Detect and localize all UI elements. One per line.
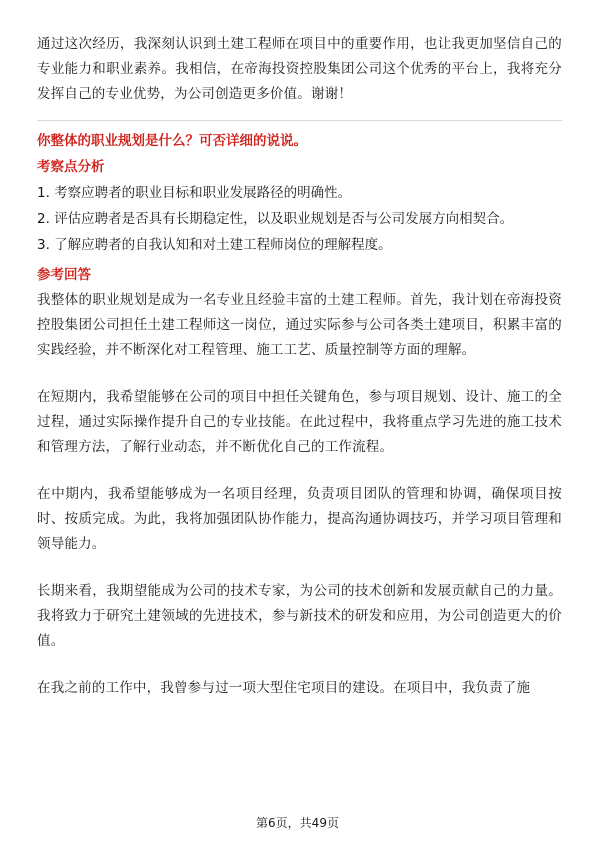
- intro-paragraph: 通过这次经历，我深刻认识到土建工程师在项目中的重要作用，也让我更加坚信自己的专业能力和职业素养。我相信，在帝海投资控股集团公司这个优秀的平台上，我将充分发挥自己的专业优势，为公司创造更多价值。谢谢！: [37, 36, 562, 102]
- answer-paragraph: 我整体的职业规划是成为一名专业且经验丰富的土建工程师。首先，我计划在帝海投资控股集团公司担任土建工程师这一岗位，通过实际参与公司各类土建项目，积累丰富的实践经验，并不断深化对工程管理、施工工艺、质量控制等方面的理解。: [37, 292, 562, 358]
- section-divider: [37, 120, 562, 121]
- answer-paragraph: 在我之前的工作中，我曾参与过一项大型住宅项目的建设。在项目中，我负责了施: [37, 680, 531, 696]
- analysis-point: 3. 了解应聘者的自我认知和对土建工程师岗位的理解程度。: [37, 237, 392, 253]
- interview-question: 你整体的职业规划是什么？可否详细的说说。: [37, 133, 307, 149]
- analysis-point: 2. 评估应聘者是否具有长期稳定性，以及职业规划是否与公司发展方向相契合。: [37, 211, 514, 227]
- analysis-point: 1. 考察应聘者的职业目标和职业发展路径的明确性。: [37, 185, 352, 201]
- answer-paragraph: 长期来看，我期望能成为公司的技术专家，为公司的技术创新和发展贡献自己的力量。我将致力于研究土建领域的先进技术，参与新技术的研发和应用，为公司创造更大的价值。: [37, 583, 562, 649]
- page-number: 第6页，共49页: [256, 816, 339, 830]
- document-page: [37, 32, 562, 701]
- analysis-title: 考察点分析: [37, 159, 105, 175]
- answer-paragraph: 在中期内，我希望能够成为一名项目经理，负责项目团队的管理和协调，确保项目按时、按质完成。为此，我将加强团队协作能力，提高沟通协调技巧，并学习项目管理和领导能力。: [37, 486, 562, 552]
- reference-answer-title: 参考回答: [37, 267, 91, 283]
- answer-paragraph: 在短期内，我希望能够在公司的项目中担任关键角色，参与项目规划、设计、施工的全过程，通过实际操作提升自己的专业技能。在此过程中，我将重点学习先进的施工技术和管理方法，了解行业动态，并不断优化自己的工作流程。: [37, 389, 562, 455]
